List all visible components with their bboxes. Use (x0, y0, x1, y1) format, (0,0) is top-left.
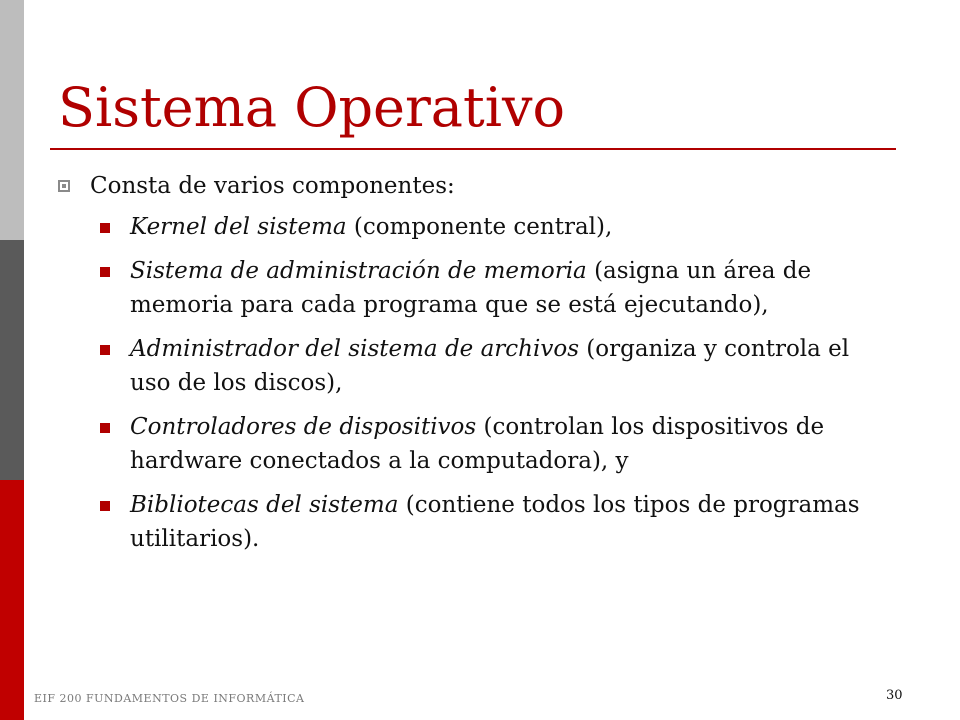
list-item-text (130, 332, 870, 400)
square-bullet-icon (58, 180, 70, 192)
item-description: (contiene todos los tipos de programas utilitarios). (130, 492, 860, 552)
sidebar-stripe-light (0, 0, 24, 240)
item-term: Administrador del sistema de archivos (130, 336, 579, 362)
list-item (100, 254, 894, 322)
title-underline (50, 148, 896, 150)
item-term: Sistema de administración de memoria (130, 258, 587, 284)
item-term: Bibliotecas del sistema (130, 492, 399, 518)
item-term: Controladores de dispositivos (130, 414, 477, 440)
list-item-text (130, 488, 870, 556)
component-list (54, 210, 894, 556)
red-square-bullet-icon (100, 501, 110, 511)
item-description: (controlan los dispositivos de hardware conectados a la computadora), y (130, 414, 825, 474)
list-item-text (130, 210, 870, 244)
list-item-text (130, 254, 870, 322)
page-number: 30 (886, 688, 903, 703)
list-item (100, 332, 894, 400)
item-description: (organiza y controla el uso de los discos), (130, 336, 850, 396)
red-square-bullet-icon (100, 223, 110, 233)
item-term: Kernel del sistema (130, 214, 347, 240)
intro-text: Consta de varios componentes: (90, 173, 455, 199)
list-item-text (130, 410, 870, 478)
list-item (100, 410, 894, 478)
red-square-bullet-icon (100, 267, 110, 277)
slide-content (54, 168, 894, 566)
list-item (100, 488, 894, 556)
red-square-bullet-icon (100, 345, 110, 355)
list-item (100, 210, 894, 244)
slide-title: Sistema Operativo (58, 76, 565, 139)
item-description: (asigna un área de memoria para cada programa que se está ejecutando), (130, 258, 812, 318)
intro-bullet (54, 168, 894, 204)
sidebar-stripe-dark (0, 240, 24, 480)
sidebar-stripe-red (0, 480, 24, 720)
item-description: (componente central), (346, 214, 613, 240)
red-square-bullet-icon (100, 423, 110, 433)
slide-footer: EIF 200 FUNDAMENTOS DE INFORMÁTICA (34, 692, 305, 705)
